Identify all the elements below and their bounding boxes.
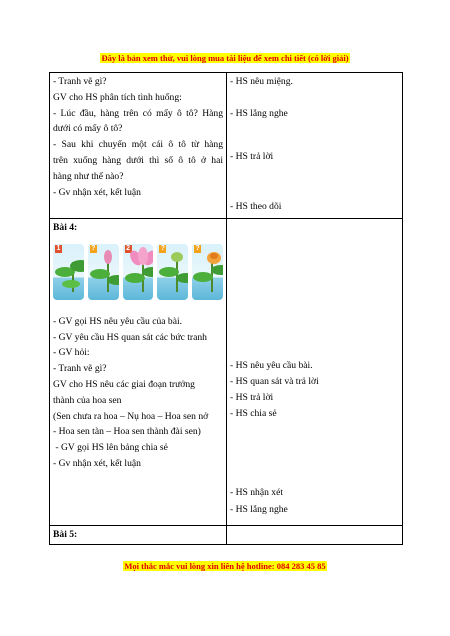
lotus-image (88, 244, 119, 300)
text-line: - HS theo dõi (230, 201, 282, 212)
hotline-banner: Mọi thắc mắc vui lòng xin liên hệ hotline: 084 283 45 85 (124, 561, 326, 571)
text-line: - HS lắng nghe (230, 108, 288, 119)
step-tag: ? (195, 244, 200, 252)
text-line: - HS lắng nghe (230, 504, 288, 515)
text-line: hàng như thế nào? (53, 170, 124, 182)
text-line: thành của hoa sen (53, 394, 122, 406)
lotus-leaves-icon (53, 244, 84, 300)
step-tag: ? (91, 244, 96, 252)
text-line: - Tranh vẽ gì? (53, 363, 107, 375)
text-line: - HS nhận xét (230, 487, 284, 498)
lotus-image (192, 244, 223, 300)
teacher-activity-cell (50, 219, 227, 526)
text-line: - HS nêu miệng. (230, 76, 293, 87)
lotus-seedpod-icon (192, 244, 223, 300)
step-tag: ? (160, 244, 166, 252)
text-line: dưới có mấy ô tô? (53, 123, 123, 135)
student-activity-cell (227, 73, 403, 219)
text-line: - Lúc đầu, hàng trên có mấy ô tô? Hàng (53, 107, 223, 119)
text-line: - HS trả lời (230, 392, 274, 403)
step-tag: 2 (126, 244, 131, 252)
lotus-bud-icon (88, 244, 119, 300)
preview-banner: Đây là bản xem thử, vui lòng mua tài liệu để xem chi tiết (có lời giải) (101, 53, 349, 63)
text-line: - GV gọi HS nêu yêu cầu của bài. (53, 315, 183, 327)
text-line: - Gv nhận xét, kết luận (53, 457, 141, 469)
text-line: GV cho HS phân tích tình huống: (53, 91, 182, 103)
lotus-growth-images (53, 244, 223, 300)
lotus-image (157, 244, 188, 300)
text-line: trên xuống hàng dưới thì số ô tô ở hai (53, 154, 223, 166)
text-line: - Hoa sen tàn – Hoa sen thành đài sen) (53, 426, 201, 438)
teacher-activity-cell (50, 73, 227, 219)
text-line: - Gv nhận xét, kết luận (53, 186, 141, 198)
lotus-flower-icon (123, 244, 154, 300)
lotus-image (53, 244, 84, 300)
text-line: - HS nêu yêu cầu bài. (230, 360, 313, 371)
lesson-table (49, 72, 403, 545)
text-line: - HS trả lời (230, 151, 274, 162)
text-line: - HS chia sẻ (230, 408, 277, 419)
text-line: - Sau khi chuyển một cái ô tô từ hàng (53, 139, 223, 151)
text-line: (Sen chưa ra hoa – Nụ hoa – Hoa sen nở (53, 410, 209, 422)
lotus-wilting-icon (157, 244, 188, 300)
table-row (50, 526, 403, 545)
text-line: - GV yêu cầu HS quan sát các bức tranh (53, 331, 207, 343)
text-line: - GV hỏi: (53, 347, 90, 359)
student-activity-cell (227, 219, 403, 526)
lotus-image (123, 244, 154, 300)
table-row (50, 219, 403, 526)
exercise-title: Bài 5: (53, 529, 78, 540)
text-line: - GV gọi HS lên bảng chia sẻ (53, 442, 168, 454)
exercise-title: Bài 4: (53, 222, 78, 233)
teacher-activity-cell (50, 526, 227, 545)
text-line: - HS quan sát và trả lời (230, 376, 319, 387)
table-row (50, 73, 403, 219)
text-line: - Tranh vẽ gì? (53, 76, 107, 87)
text-line: GV cho HS nêu các giai đoạn trưởng (53, 378, 195, 390)
student-activity-cell (227, 526, 403, 545)
step-tag: 1 (56, 244, 61, 252)
